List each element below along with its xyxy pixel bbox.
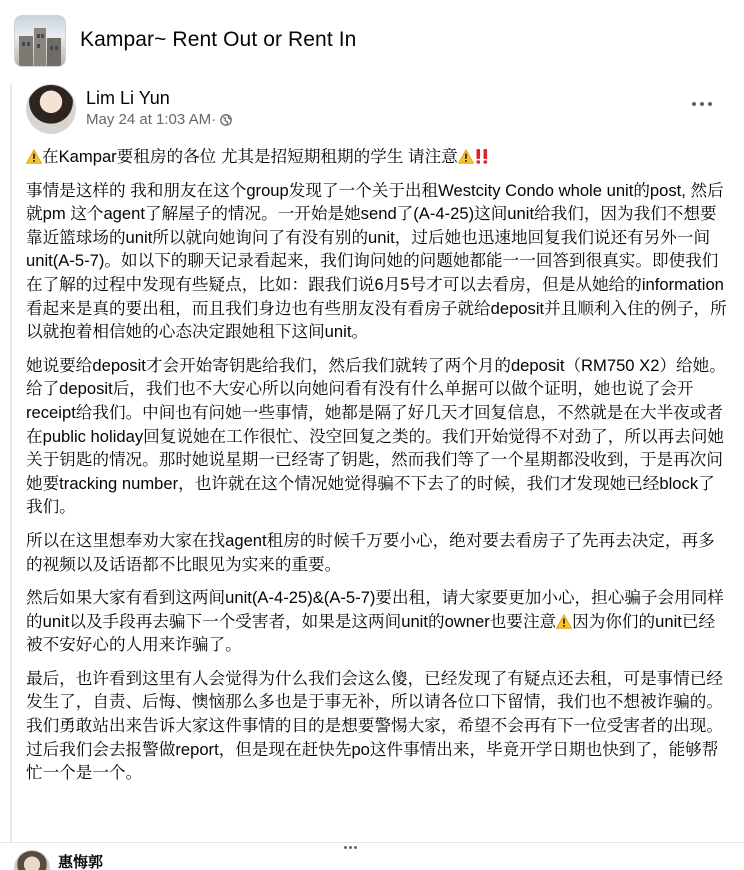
warning-icon (556, 614, 572, 629)
post-paragraph (26, 586, 730, 657)
commenter-name-link[interactable]: 惠悔郭 (58, 854, 104, 870)
double-exclamation-icon (474, 147, 490, 165)
post-left-rule (10, 84, 12, 870)
author-name-link[interactable]: Lim Li Yun (86, 88, 170, 108)
post-paragraph: 她说要给deposit才会开始寄钥匙给我们，然后我们就转了两个月的deposit（RM750 X2）给她。给了deposit后，我们也不大安心所以向她问看有没有什么单据可以做个证明，她也说了会开receipt给我们。中间也有问她一些事情，她都是隔了好几天才回复信息，不然就是在大半夜或者在public holiday回复说她在工作很忙、没空回复之类的。我们开始觉得不对劲了，所以再去问她关于钥匙的情况。那时她说星期一已经寄了钥匙，然而我们等了一个星期都没收到，于是再次问她要tracking number，也许就在这个情况她觉得骗不下去了的时候，我们才发现她已经block了我们。 (26, 355, 726, 517)
group-name-link[interactable]: Kampar~ Rent Out or Rent In (80, 28, 357, 51)
post-intro-line (26, 145, 730, 169)
group-photo-icon[interactable] (14, 15, 66, 67)
commenter-avatar[interactable] (14, 850, 50, 870)
post-paragraph-text: 因为你们的unit已经被不安好心的人用来诈骗了。 (26, 611, 716, 655)
meta-separator: · (211, 111, 217, 128)
globe-icon (220, 114, 232, 126)
post-paragraph: 最后，也许看到这里有人会觉得为什么我们会这么傻，已经发现了有疑点还去租，可是事情已经发生了，自责、后悔、懊恼那么多也是于事无补，所以请各位口下留情，我们也不想被诈骗的。我们勇敢站出来告诉大家这件事情的目的是想要警惕大家，希望不会再有下一位受害者的出现。过后我们会去报警做report，但是现在赶快先po这件事情出来，毕竟开学日期也快到了，能够帮忙一个是一个。 (26, 668, 723, 783)
author-avatar[interactable] (26, 84, 76, 134)
post-intro-text: 在Kampar要租房的各位 尤其是招短期租期的学生 请注意 (42, 147, 458, 166)
post-card (0, 84, 744, 870)
comment-preview (0, 842, 744, 870)
post-paragraph-text: 然后如果大家有看到这两间unit(A-4-25)&(A-5-7)要出租，请大家要更加小心，担心骗子会用同样的unit以及手段再去骗下一个受害者，如果是这两间unit的owner也要注意 (26, 588, 724, 631)
post-timestamp-link[interactable]: May 24 at 1:03 AM (86, 111, 212, 128)
warning-icon (458, 149, 474, 164)
group-header (0, 0, 744, 85)
post-paragraph: 事情是这样的 我和朋友在这个group发现了一个关于出租Westcity Condo whole unit的post, 然后就pm 这个agent了解屋子的情况。一开始是她send了(A-4-25)这间unit给我们，因为我们不想要靠近篮球场的unit所以就向她询问了有没有别的unit，过后她也迅速地回复我们说还有另外一间unit(A-5-7)。如以下的聊天记录看起来，我们询问她的问题她都能一一回答到很真实。即使我们在了解的过程中发现有些疑点，比如：跟我们说6月5号才可以去看房，但是从她给的information看起来是真的要出租，而且我们身边也有些朋友没有看房子就给deposit并且顺利入住的例子，所以就抱着相信她的心态决定跟她租下这间unit。 (26, 180, 727, 342)
more-options-icon[interactable] (690, 98, 714, 110)
post-body (26, 145, 730, 795)
post-meta (86, 111, 232, 128)
post-paragraph: 所以在这里想奉劝大家在找agent租房的时候千万要小心，绝对要去看房子了先再去决定，再多的视频以及话语都不比眼见为实来的重要。 (26, 530, 715, 574)
warning-icon (26, 149, 42, 164)
collapse-handle-icon[interactable] (343, 845, 359, 851)
